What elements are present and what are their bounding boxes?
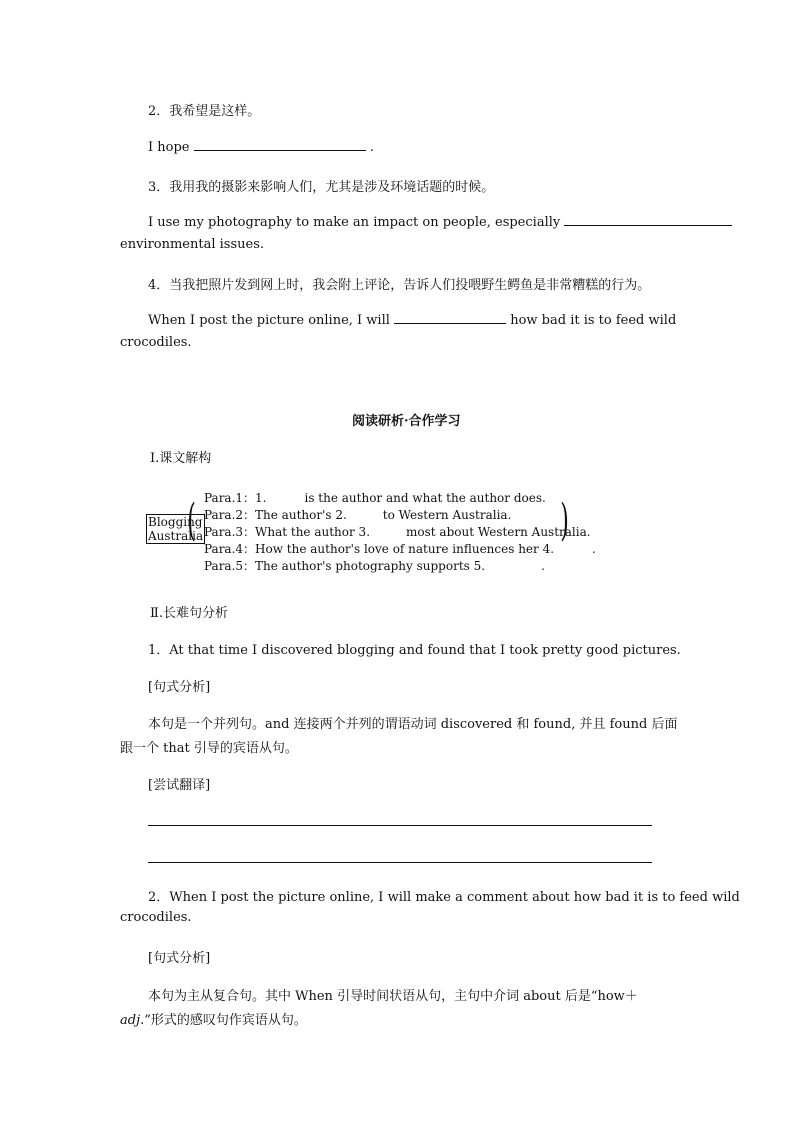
s1-analysis-line2: 跟一个 that 引导的宾语从句。: [120, 741, 298, 756]
q4-prompt: 4．当我把照片发到网上时，我会附上评论，告诉人们投喂野生鳄鱼是非常糟糕的行为。: [148, 278, 651, 293]
para-text-a: How the author's love of nature influences her 4.: [255, 542, 555, 556]
s1-translate-label: [尝试翻译]: [148, 778, 211, 793]
para-row-4: [204, 540, 596, 557]
q3-line1: I use my photography to make an impact on people, especially: [148, 215, 561, 230]
structure-label-line2: Australia: [148, 529, 204, 543]
para-text-b: .: [541, 559, 545, 573]
part2-heading: Ⅱ.长难句分析: [150, 606, 228, 621]
para-row-2: [204, 506, 511, 523]
para-text-a: What the author 3.: [255, 525, 371, 539]
para-label: Para.1：: [204, 491, 256, 505]
section-title: 阅读研析·合作学习: [352, 414, 461, 429]
para-text-a: 1.: [255, 491, 267, 505]
para-label: Para.4：: [204, 542, 256, 556]
s2-analysis-rest: ”形式的感叹句作宾语从句。: [144, 1013, 307, 1028]
q4-line1-start: When I post the picture online, I will: [148, 313, 390, 328]
para-label: Para.5：: [204, 559, 256, 573]
q4-blank[interactable]: [394, 311, 506, 324]
para-text-a: The author's 2.: [255, 508, 347, 522]
q2-blank[interactable]: [194, 138, 366, 151]
para-label: Para.2：: [204, 508, 256, 522]
q4-line2: crocodiles.: [120, 335, 192, 350]
para-text-b: is the author and what the author does.: [304, 491, 546, 505]
s2-analysis-line1: 本句为主从复合句。其中 When 引导时间状语从句，主句中介词 about 后是“how＋: [148, 989, 638, 1004]
translation-answer-line-2[interactable]: [148, 862, 652, 863]
q2-answer-start: I hope: [148, 140, 190, 155]
structure-label-line1: Blogging: [148, 515, 203, 529]
structure-label-box: [146, 514, 205, 544]
left-brace: (: [187, 495, 196, 546]
q2-answer-line: [148, 138, 374, 155]
s2-analysis-label: [句式分析]: [148, 951, 211, 966]
para-text-b: to Western Australia.: [382, 508, 512, 522]
q3-answer-line: [148, 213, 732, 230]
s1-sentence: 1．At that time I discovered blogging and found that I took pretty good pictures.: [148, 643, 681, 658]
s2-sentence-line1: 2．When I post the picture online, I will make a comment about how bad it is to feed wild: [148, 890, 740, 905]
right-brace: ): [560, 495, 569, 546]
s2-analysis-line2: [120, 1009, 307, 1028]
q3-prompt: 3．我用我的摄影来影响人们，尤其是涉及环境话题的时候。: [148, 180, 495, 195]
q4-line1-end: how bad it is to feed wild: [510, 313, 677, 328]
para-label: Para.3：: [204, 525, 256, 539]
q3-line2: environmental issues.: [120, 237, 265, 252]
para-text-a: The author's photography supports 5.: [255, 559, 486, 573]
q2-prompt: 2．我希望是这样。: [148, 104, 261, 119]
part1-heading: Ⅰ.课文解构: [150, 451, 212, 466]
para-row-3: [204, 523, 591, 540]
s1-analysis-label: [句式分析]: [148, 680, 211, 695]
q2-answer-end: .: [369, 140, 374, 155]
s2-sentence-line2: crocodiles.: [120, 910, 192, 925]
translation-answer-line-1[interactable]: [148, 825, 652, 826]
q3-blank[interactable]: [564, 213, 732, 226]
para-row-1: [204, 489, 546, 506]
s1-analysis-line1: 本句是一个并列句。and 连接两个并列的谓语动词 discovered 和 found, 并且 found 后面: [148, 717, 678, 732]
para-text-b: most about Western Australia.: [406, 525, 591, 539]
para-text-b: .: [592, 542, 596, 556]
q4-answer-line: [148, 311, 676, 328]
s2-analysis-italic: adj.: [120, 1013, 145, 1028]
para-row-5: [204, 557, 545, 574]
